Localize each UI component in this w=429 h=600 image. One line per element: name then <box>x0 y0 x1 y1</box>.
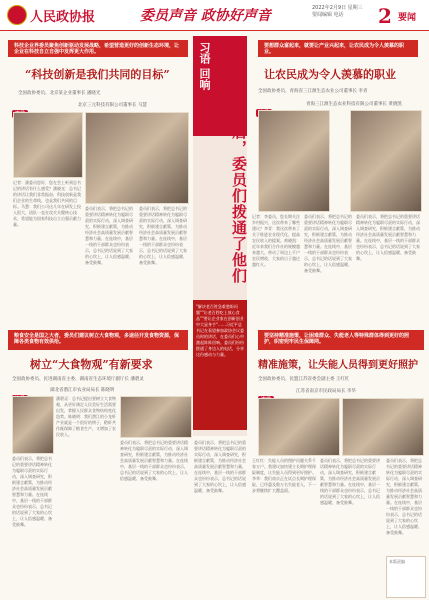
article2-byline: 全国政协委员、青海省三江源生态农业公司董事长 李青 <box>258 89 368 94</box>
cppcc-emblem-icon <box>7 5 27 25</box>
article3-body-col3: 委员们表示，将把总书记的重要讲话精神转化为履职尽责的实际行动，深入调查研究，积极建言献策，为推动经济社会高质量发展贡献智慧和力量。在连线中，基层一线的干部群众也纷纷表示，总书记的话说到了大家的心坎上，让人倍感温暖、备受鼓舞。 <box>194 440 246 493</box>
center-quote: "解决老百姓急难愁盼问题""让老百姓吃上放心食品""要让企业家在创新创业中大显身手"……习近平总书记在看望参加政协会议委员时的讲话，在委员们心中激起阵阵回响。委员们纷纷拨通了身边人的电话，分享这份感动与力量。 <box>193 300 247 430</box>
bottom-ad-box <box>386 556 426 598</box>
paper-name: 人民政协报 <box>30 10 96 25</box>
article3-photo-right <box>120 396 192 438</box>
article1-body-col1: 记者：潘委员您好，您在会上听到总书记的讲话有什么感受？潘晓光：总书记的讲话让我们非常振奋，科技创新是我们企业的生命线，也是我们共同的目标。马慧：我们公司这几年在研发上投入很大，团队一直在攻关关键核心技术，希望能为国家科技自立自强贡献力量。 <box>13 180 81 227</box>
editors: 要闻编辑 电话 <box>312 12 344 18</box>
article3-body-col2: 委员们表示，将把总书记的重要讲话精神转化为履职尽责的实际行动，深入调查研究，积极建言献策，为推动经济社会高质量发展贡献智慧和力量。在连线中，基层一线的干部群众也纷纷表示，总书记的话说到了大家的心坎上，让人倍感温暖、备受鼓舞。 <box>120 440 188 481</box>
masthead-slogan: 委员声音 政协好声音 <box>140 8 271 24</box>
article4-byline: 全国政协委员、民盟江苏省委会副主委 王红红 <box>258 377 350 382</box>
bottom-ad-text: 本版责编 <box>389 559 405 564</box>
article1-connect-person: 北京三元科技有限公司董事长 马慧 <box>78 103 147 108</box>
article3-photo-left <box>12 396 54 454</box>
vertical-title: 总书记讲话后，委员们拨通了他们的电话…… <box>213 44 248 284</box>
article2-body-col3: 委员们表示，将把总书记的重要讲话精神转化为履职尽责的实际行动，深入调查研究，积极建言献策，为推动经济社会高质量发展贡献智慧和力量。在连线中，基层一线的干部群众也纷纷表示，总书记的话说到了大家的心坎上，让人倍感温暖、备受鼓舞。 <box>356 214 420 261</box>
section-name: 要闻 <box>398 13 417 23</box>
article1-photo-right <box>85 112 189 204</box>
article2-photo-left <box>258 110 330 212</box>
article4-banner: 要坚持精准施策，让困难群众、失能老人等特殊群体得到更好的照护，织密兜牢民生保障网。 <box>258 330 424 350</box>
article3-banner: 粮食安全是国之大者，委员们建议树立大食物观，多途径开发食物资源，保障各类食物有效供给。 <box>8 330 188 350</box>
article4-headline: 精准施策，让失能人员得到更好照护 <box>258 360 418 371</box>
issue-date: 2022年2月9日 星期三 <box>312 5 363 11</box>
article2-banner: 要想群众富起来，就要让产业兴起来，让农民成为令人羡慕的职业。 <box>258 40 418 57</box>
article3-body-col0: 委员们表示，将把总书记的重要讲话精神转化为履职尽责的实际行动，深入调查研究，积极建言献策，为推动经济社会高质量发展贡献智慧和力量。在连线中，基层一线的干部群众也纷纷表示，总书记的话说到了大家的心坎上，让人倍感温暖、备受鼓舞。 <box>12 456 52 527</box>
article1-headline: “科技创新是我们共同的目标” <box>25 68 170 81</box>
article1-body-col2: 委员们表示，将把总书记的重要讲话精神转化为履职尽责的实际行动，深入调查研究，积极建言献策，为推动经济社会高质量发展贡献智慧和力量。在连线中，基层一线的干部群众也纷纷表示，总书记的话说到了大家的心坎上，让人倍感温暖、备受鼓舞。 <box>85 206 133 265</box>
article4-body-col3: 委员们表示，将把总书记的重要讲话精神转化为履职尽责的实际行动，深入调查研究，积极建言献策，为推动经济社会高质量发展贡献智慧和力量。在连线中，基层一线的干部群众也纷纷表示，总书记的话说到了大家的心坎上，让人倍感温暖、备受鼓舞。 <box>386 458 422 535</box>
article2-photo-right <box>350 110 422 212</box>
article2-body-col2: 委员们表示，将把总书记的重要讲话精神转化为履职尽责的实际行动，深入调查研究，积极建言献策，为推动经济社会高质量发展贡献智慧和力量。在连线中，基层一线的干部群众也纷纷表示，总书记的话说到了大家的心坎上，让人倍感温暖、备受鼓舞。 <box>304 214 352 273</box>
article3-headline: 树立“大食物观”有新要求 <box>30 358 153 371</box>
column-label: 习语 回响 <box>198 42 211 90</box>
article4-photo-left <box>258 398 340 456</box>
article2-connect-person: 青海三江源生态农业科技有限公司董事长 黄晓凯 <box>306 102 402 107</box>
article1-body-col3: 委员们表示，将把总书记的重要讲话精神转化为履职尽责的实际行动，深入调查研究，积极建言献策，为推动经济社会高质量发展贡献智慧和力量。在连线中，基层一线的干部群众也纷纷表示，总书记的话说到了大家的心坎上，让人倍感温暖、备受鼓舞。 <box>139 206 187 265</box>
article4-connect-person: 江苏省南京市民政局局长 李华 <box>296 389 356 394</box>
article4-body-col1: 王红红：失能人员的照护问题关系千家万户。我建议加快建立长期护理保险制度，让失能人员得到更好照护。李华：我们南京正在试点长期护理保险，已经惠及数万名失能老人，下一步将继续扩大覆盖面。 <box>252 458 316 493</box>
page-number: 2 <box>378 4 392 28</box>
article1-photo-left <box>13 112 83 178</box>
article3-body-col1: 潘碧灵：总书记提出要树立大食物观，从更好满足人民美好生活需要出发，掌握人民群众食物结构变化趋势。陈晓明：我们潜江的小龙虾产业就是一个很好的例子，稻虾共作既保障了粮食生产，又增加了农民收入。 <box>56 396 116 437</box>
article1-banner: 科技企业界委员聚焦创新驱动发展战略，希望营造更好的创新生态环境，让企业在科技自立自强中发挥更大作用。 <box>8 40 188 57</box>
article1-byline: 全国政协委员、北京某企业董事长 潘晓光 <box>18 91 101 96</box>
article4-photo-right <box>342 398 424 456</box>
dateline <box>312 5 372 19</box>
article2-headline: 让农民成为令人羡慕的职业 <box>264 68 396 81</box>
article4-body-col2: 委员们表示，将把总书记的重要讲话精神转化为履职尽责的实际行动，深入调查研究，积极建言献策，为推动经济社会高质量发展贡献智慧和力量。在连线中，基层一线的干部群众也纷纷表示，总书记的话说到了大家的心坎上，让人倍感温暖、备受鼓舞。 <box>320 458 380 505</box>
article2-body-col1: 记者：李委员，您长期关注乡村振兴，这次带来了哪些建议？李青：我这次带来了关于推进农业现代化、提高农民收入的提案。黄晓凯：近年来我们合作社的规模越来越大，带动了周边上千户农民增收，大家的日子越过越红火。 <box>252 214 300 267</box>
article3-connect-person: 湖北省潜江市农业局局长 陈晓明 <box>50 388 115 393</box>
article3-byline: 全国政协委员、民进湖南省主委、湖南省生态环境厅副厅长 潘碧灵 <box>12 377 144 382</box>
